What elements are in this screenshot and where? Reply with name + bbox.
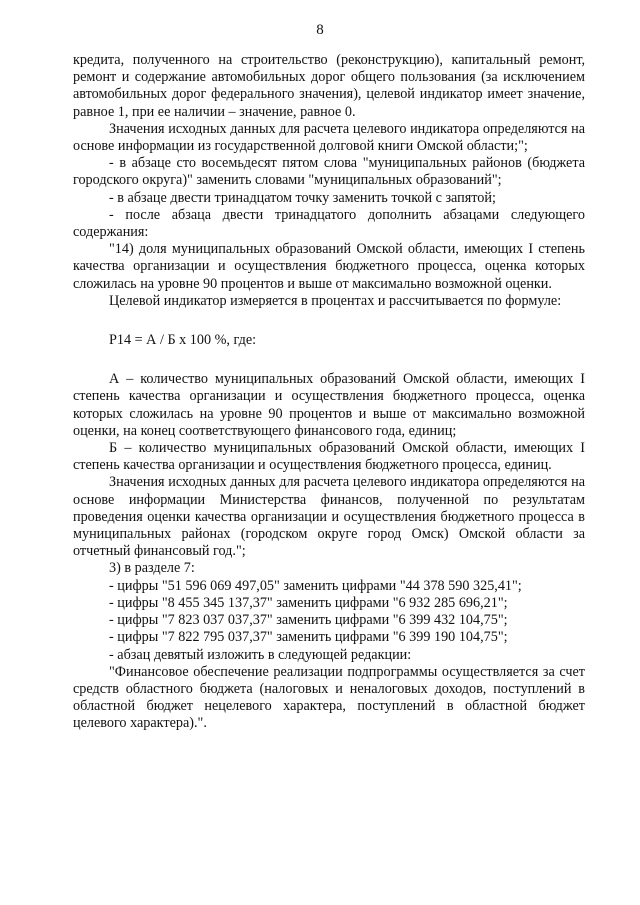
paragraph: - цифры "7 822 795 037,37" заменить цифрами "6 399 190 104,75"; xyxy=(109,629,508,646)
paragraph: А – количество муниципальных образований Омской области, имеющих I степень качества организации и осуществления бюджетного процесса, оценка которых сложилась на уровне 90 процентов и выше от максимально возможной оценки, на конец соответствующего финансового года, единиц; xyxy=(73,371,585,439)
paragraph: - в абзаце сто восемьдесят пятом слова "муниципальных районов (бюджета городского округа)" заменить словами "муниципальных образований"; xyxy=(73,155,585,189)
formula: Р14 = А / Б х 100 %, где: xyxy=(109,332,257,349)
page-number: 8 xyxy=(316,22,324,38)
paragraph: Значения исходных данных для расчета целевого индикатора определяются на основе информации из государственной долговой книги Омской области;"; xyxy=(73,120,585,155)
paragraph: - цифры "8 455 345 137,37" заменить цифрами "6 932 285 696,21"; xyxy=(109,594,508,611)
paragraph: "14) доля муниципальных образований Омской области, имеющих I степень качества организации и осуществления бюджетного процесса, оценка которых сложилась на уровне 90 процентов и выше от максимально возможной оценки. xyxy=(73,241,585,292)
paragraph: - цифры "51 596 069 497,05" заменить цифрами "44 378 590 325,41"; xyxy=(109,577,522,594)
paragraph: - в абзаце двести тринадцатом точку заменить точкой с запятой; xyxy=(109,189,496,206)
paragraph: Целевой индикатор измеряется в процентах и рассчитывается по формуле: xyxy=(109,292,562,309)
paragraph: - абзац девятый изложить в следующей редакции: xyxy=(109,646,412,663)
paragraph: кредита, полученного на строительство (реконструкцию), капитальный ремонт, ремонт и содержание автомобильных дорог общего пользования (за исключением автомобильных дорог федерального значения), целевой индикатор имеет значение, равное 1, при ее наличии – значение, равное 0. xyxy=(73,52,585,120)
document-body xyxy=(73,52,585,733)
paragraph: "Финансовое обеспечение реализации подпрограммы осуществляется за счет средств областного бюджета (налоговых и неналоговых доходов, поступлений в областной бюджет нецелевого характера, поступлений в областной бюджет целевого характера).". xyxy=(73,663,585,732)
paragraph: 3) в разделе 7: xyxy=(109,560,195,577)
paragraph: - цифры "7 823 037 037,37" заменить цифрами "6 399 432 104,75"; xyxy=(109,612,508,629)
paragraph: - после абзаца двести тринадцатого дополнить абзацами следующего содержания: xyxy=(73,206,585,241)
paragraph: Значения исходных данных для расчета целевого индикатора определяются на основе информации Министерства финансов, полученной по результатам проведения оценки качества организации и осуществления бюджетного процесса в муниципальных районах (городском округе город Омск) Омской области за отчетный финансовый год."; xyxy=(73,474,585,560)
paragraph: Б – количество муниципальных образований Омской области, имеющих I степень качества организации и осуществления бюджетного процесса, единиц. xyxy=(73,440,585,474)
